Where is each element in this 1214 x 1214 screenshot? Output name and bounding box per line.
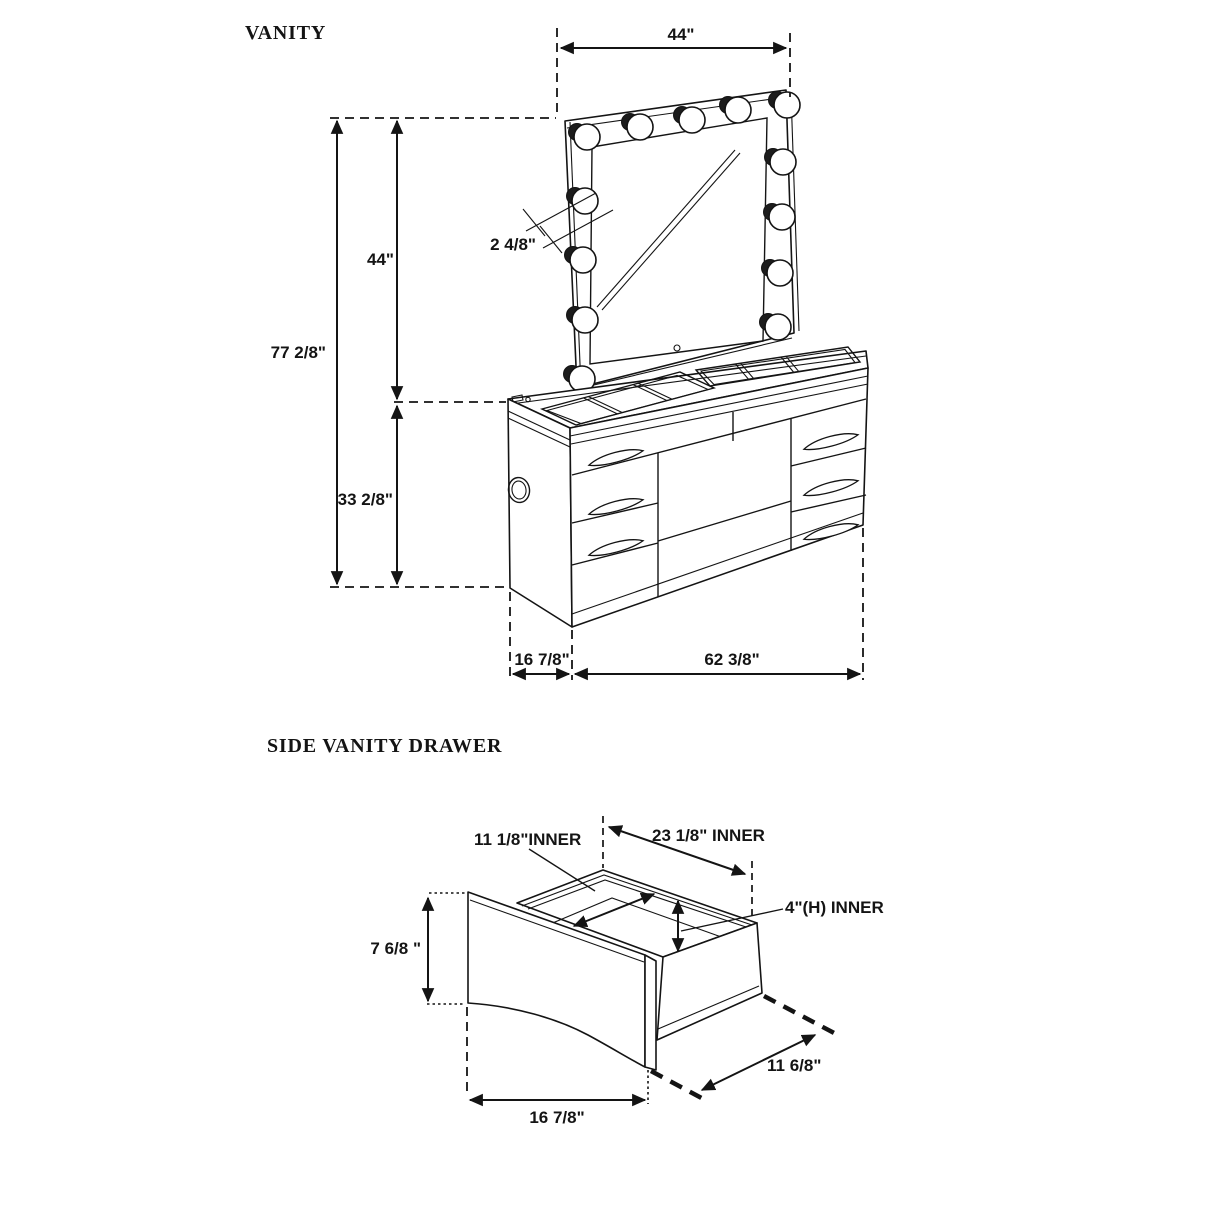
side-drawer-title: SIDE VANITY DRAWER <box>267 735 503 757</box>
inner-width-label: 23 1/8" INNER <box>652 826 765 845</box>
vanity-title: VANITY <box>245 22 327 44</box>
vanity-cabinet <box>507 347 868 627</box>
light-bulb <box>567 307 599 334</box>
inner-height-label: 4"(H) INNER <box>785 898 884 917</box>
front-panel-edge-band <box>645 955 656 1070</box>
front-height-label: 7 6/8 " <box>370 939 421 958</box>
overall-height-label: 77 2/8" <box>270 343 326 362</box>
inner-depth-label: 11 1/8"INNER <box>474 830 582 849</box>
mirror <box>564 90 801 392</box>
mirror-width-label: 44" <box>667 25 695 44</box>
mirror-height-label: 44" <box>367 250 394 269</box>
side-drawer-diagram <box>468 870 762 1070</box>
base-depth-label: 16 7/8" <box>514 650 570 669</box>
side-depth-label: 11 6/8" <box>767 1056 822 1075</box>
frame-width-label: 2 4/8" <box>490 235 536 254</box>
base-width-label: 62 3/8" <box>704 650 760 669</box>
front-width-label: 16 7/8" <box>529 1108 585 1127</box>
base-height-label: 33 2/8" <box>337 490 393 509</box>
light-bulb <box>565 247 597 274</box>
